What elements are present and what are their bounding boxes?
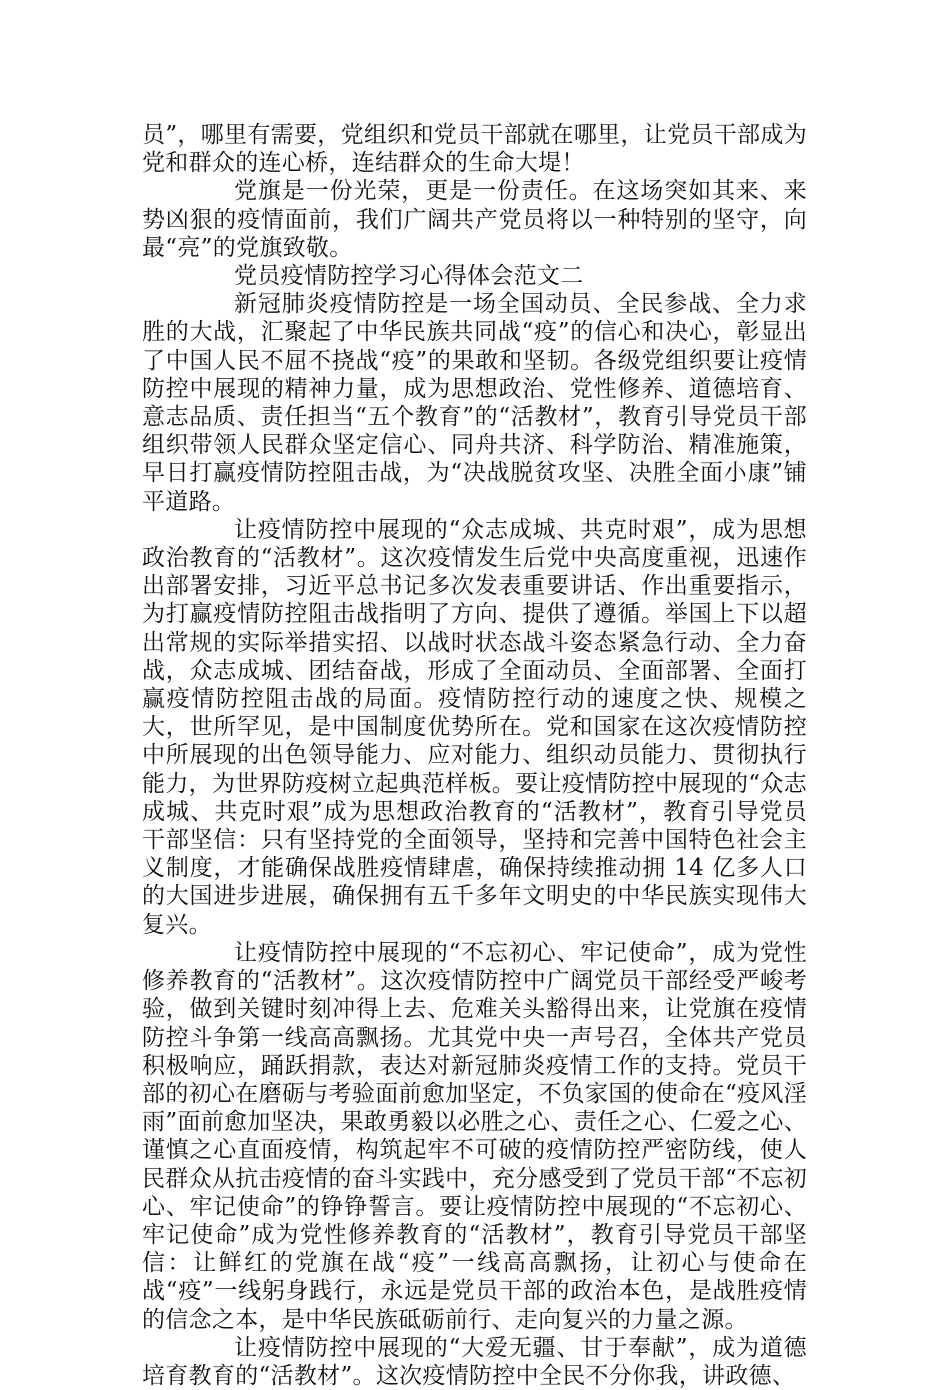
paragraph-party-flag: 党旗是一份光荣，更是一份责任。在这场突如其来、来势凶狠的疫情面前，我们广阔共产党员将以一种特别的坚守，向最“亮”的党旗致敬。 (142, 178, 807, 261)
paragraph-party-spirit: 让疫情防控中展现的“不忘初心、牢记使命”，成为党性修养教育的“活教材”。这次疫情防控中广阔党员干部经受严峻考验，做到关键时刻冲得上去、危难关头豁得出来，让党旗在疫情防控斗争第一线高高飘扬。尤其党中央一声号召，全体共产党员积极响应，踊跃捐款，表达对新冠肺炎疫情工作的支持。党员干部的初心在磨砺与考验面前愈加坚定，不负家国的使命在“疫风淫雨”面前愈加坚决，果敢勇毅以必胜之心、责任之心、仁爱之心、谨慎之心直面疫情，构筑起牢不可破的疫情防控严密防线，使人民群众从抗击疫情的奋斗实践中，充分感受到了党员干部“不忘初心、牢记使命”的铮铮誓言。要让疫情防控中展现的“不忘初心、牢记使命”成为党性修养教育的“活教材”，教育引导党员干部坚信：让鲜红的党旗在战“疫”一线高高飘扬，让初心与使命在战“疫”一线躬身践行，永远是党员干部的政治本色，是战胜疫情的信念之本，是中华民族砥砺前行、走向复兴的力量之源。 (142, 939, 807, 1333)
paragraph-intro: 新冠肺炎疫情防控是一场全国动员、全民参战、全力求胜的大战，汇聚起了中华民族共同战“疫”的信心和决心，彰显出了中国人民不屈不挠战“疫”的果敢和坚韧。各级党组织要让疫情防控中展现的精神力量，成为思想政治、党性修养、道德培育、意志品质、责任担当“五个教育”的“活教材”，教育引导党员干部组织带领人民群众坚定信心、同舟共济、科学防治、精准施策，早日打赢疫情防控阻击战，为“决战脱贫攻坚、决胜全面小康”铺平道路。 (142, 291, 807, 515)
paragraph-continuation: 员”，哪里有需要，党组织和党员干部就在哪里，让党员干部成为党和群众的连心桥，连结群众的生命大堤！ (142, 122, 807, 177)
section-title: 党员疫情防控学习心得体会范文二 (234, 263, 584, 290)
paragraph-political-education: 让疫情防控中展现的“众志成城、共克时艰”，成为思想政治教育的“活教材”。这次疫情发生后党中央高度重视，迅速作出部署安排，习近平总书记多次发表重要讲话、作出重要指示，为打赢疫情防控阻击战指明了方向、提供了遵循。举国上下以超出常规的实际举措实招、以战时状态战斗姿态紧急行动、全力奋战，众志成城、团结奋战，形成了全面动员、全面部署、全面打赢疫情防控阻击战的局面。疫情防控行动的速度之快、规模之大，世所罕见，是中国制度优势所在。党和国家在这次疫情防控中所展现的出色领导能力、应对能力、组织动员能力、贯彻执行能力，为世界防疫树立起典范样板。要让疫情防控中展现的“众志成城、共克时艰”成为思想政治教育的“活教材”，教育引导党员干部坚信：只有坚持党的全面领导，坚持和完善中国特色社会主义制度，才能确保战胜疫情肆虐，确保持续推动拥 14 亿多人口的大国进步进展，确保拥有五千多年文明史的中华民族实现伟大复兴。 (142, 516, 807, 938)
paragraph-moral-education: 让疫情防控中展现的“大爱无疆、甘于奉献”，成为道德培育教育的“活教材”。这次疫情防控中全民不分你我，讲政德、 (142, 1334, 807, 1389)
document-body (142, 121, 807, 1390)
